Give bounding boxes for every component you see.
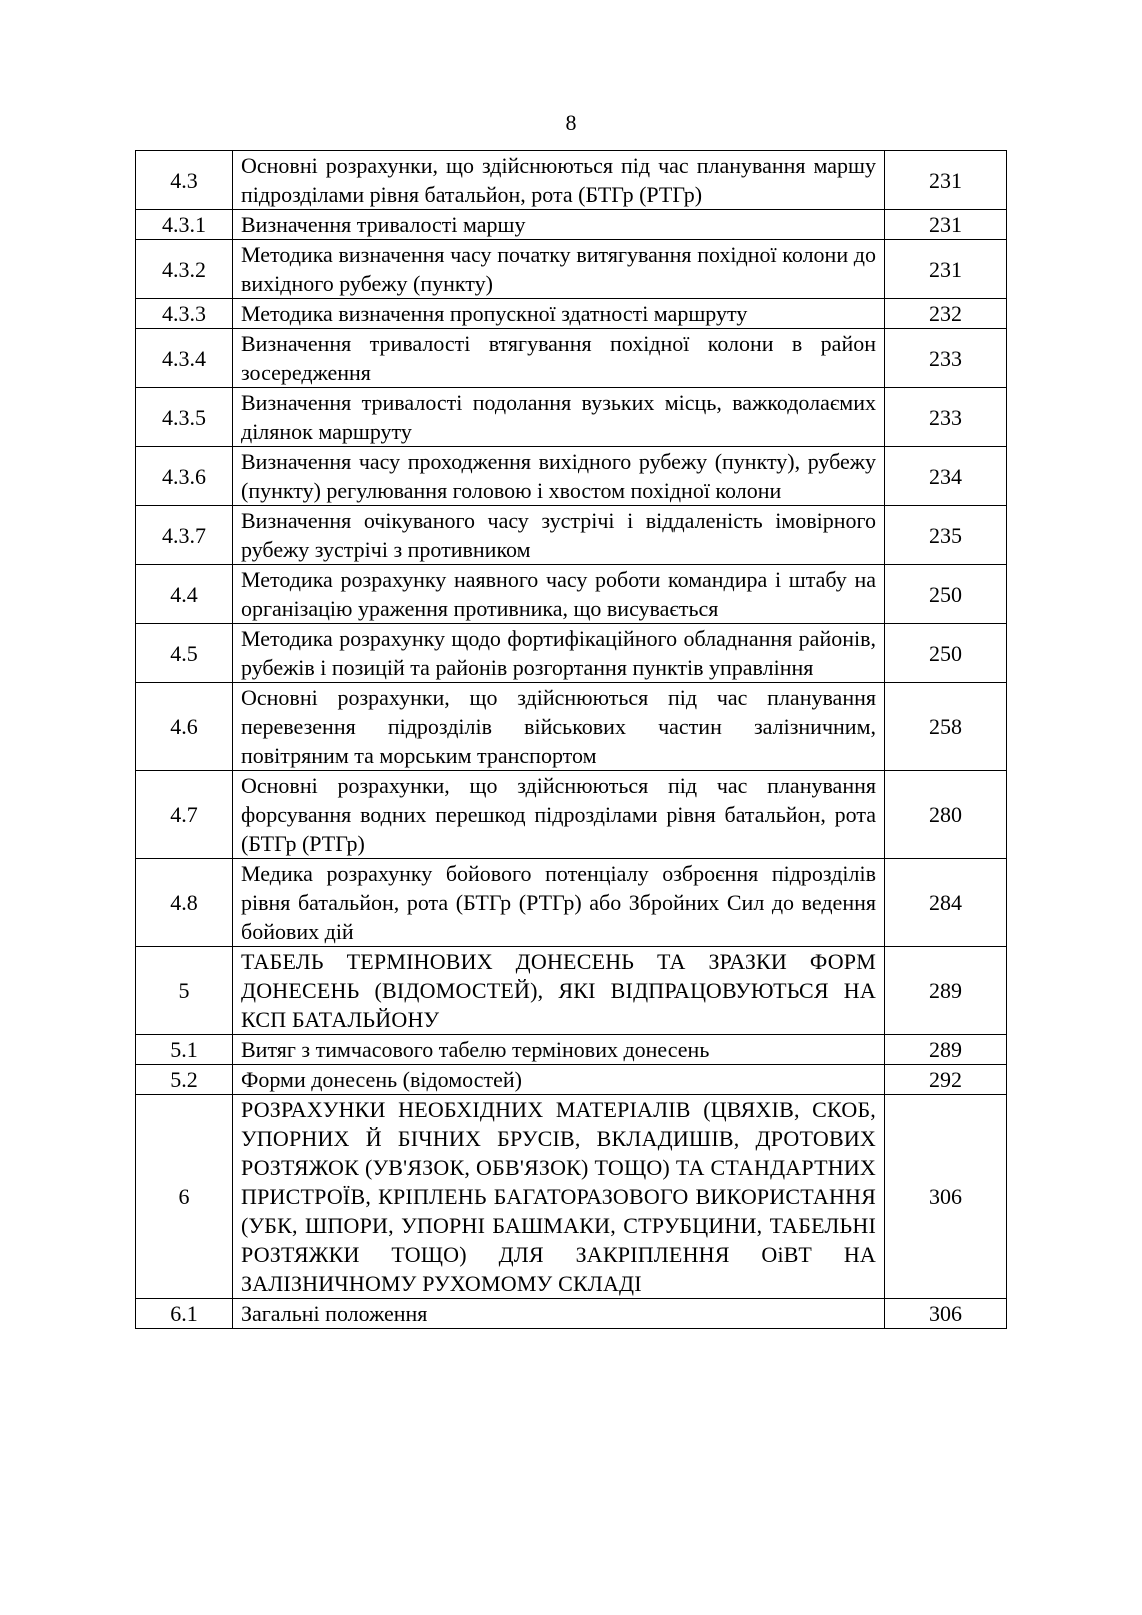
section-title: Визначення очікуваного часу зустрічі і віддаленість імовірного рубежу зустрічі з противником xyxy=(233,506,885,565)
section-number: 6.1 xyxy=(136,1299,233,1329)
section-number: 6 xyxy=(136,1095,233,1299)
section-number: 4.3.2 xyxy=(136,240,233,299)
table-row xyxy=(136,947,1007,1035)
section-title: РОЗРАХУНКИ НЕОБХІДНИХ МАТЕРІАЛІВ (ЦВЯХІВ, СКОБ, УПОРНИХ Й БІЧНИХ БРУСІВ, ВКЛАДИШІВ, ДРОТОВИХ РОЗТЯЖОК (УВ'ЯЗОК, ОБВ'ЯЗОК) ТОЩО) ТА СТАНДАРТНИХ ПРИСТРОЇВ, КРІПЛЕНЬ БАГАТОРАЗОВОГО ВИКОРИСТАННЯ (УБК, ШПОРИ, УПОРНІ БАШМАКИ, СТРУБЦИНИ, ТАБЕЛЬНІ РОЗТЯЖКИ ТОЩО) ДЛЯ ЗАКРІПЛЕННЯ ОіВТ НА ЗАЛІЗНИЧНОМУ РУХОМОМУ СКЛАДІ xyxy=(233,1095,885,1299)
section-number: 4.5 xyxy=(136,624,233,683)
section-number: 4.3.4 xyxy=(136,329,233,388)
section-number: 4.6 xyxy=(136,683,233,771)
section-number: 4.3.5 xyxy=(136,388,233,447)
section-number: 4.8 xyxy=(136,859,233,947)
section-number: 5.1 xyxy=(136,1035,233,1065)
section-number: 4.3.3 xyxy=(136,299,233,329)
table-row xyxy=(136,210,1007,240)
section-page: 233 xyxy=(885,329,1007,388)
section-page: 233 xyxy=(885,388,1007,447)
section-number: 4.3 xyxy=(136,151,233,210)
section-page: 280 xyxy=(885,771,1007,859)
section-title: Визначення тривалості маршу xyxy=(233,210,885,240)
section-number: 4.4 xyxy=(136,565,233,624)
section-page: 292 xyxy=(885,1065,1007,1095)
section-page: 306 xyxy=(885,1095,1007,1299)
table-row xyxy=(136,240,1007,299)
section-title: Визначення тривалості подолання вузьких місць, важкодолаємих ділянок маршруту xyxy=(233,388,885,447)
section-page: 234 xyxy=(885,447,1007,506)
section-page: 231 xyxy=(885,210,1007,240)
section-number: 4.3.7 xyxy=(136,506,233,565)
table-row xyxy=(136,771,1007,859)
section-title: Форми донесень (відомостей) xyxy=(233,1065,885,1095)
section-page: 231 xyxy=(885,151,1007,210)
section-title: Методика визначення пропускної здатності маршруту xyxy=(233,299,885,329)
table-row xyxy=(136,565,1007,624)
section-title: Витяг з тимчасового табелю термінових донесень xyxy=(233,1035,885,1065)
table-row xyxy=(136,624,1007,683)
section-title: Методика визначення часу початку витягування похідної колони до вихідного рубежу (пункту) xyxy=(233,240,885,299)
section-number: 5.2 xyxy=(136,1065,233,1095)
section-title: Методика розрахунку наявного часу роботи командира і штабу на організацію ураження противника, що висувається xyxy=(233,565,885,624)
table-row xyxy=(136,859,1007,947)
table-row xyxy=(136,1065,1007,1095)
section-page: 250 xyxy=(885,624,1007,683)
section-title: Основні розрахунки, що здійснюються під час планування перевезення підрозділів військових частин залізничним, повітряним та морським транспортом xyxy=(233,683,885,771)
section-page: 235 xyxy=(885,506,1007,565)
page-number: 8 xyxy=(565,110,577,135)
section-number: 4.3.6 xyxy=(136,447,233,506)
table-row xyxy=(136,1095,1007,1299)
section-number: 4.3.1 xyxy=(136,210,233,240)
section-page: 289 xyxy=(885,947,1007,1035)
section-title: Основні розрахунки, що здійснюються під час планування форсування водних перешкод підрозділами рівня батальйон, рота (БТГр (РТГр) xyxy=(233,771,885,859)
table-row xyxy=(136,447,1007,506)
section-title: ТАБЕЛЬ ТЕРМІНОВИХ ДОНЕСЕНЬ ТА ЗРАЗКИ ФОРМ ДОНЕСЕНЬ (ВІДОМОСТЕЙ), ЯКІ ВІДПРАЦОВУЮТЬСЯ НА КСП БАТАЛЬЙОНУ xyxy=(233,947,885,1035)
section-page: 306 xyxy=(885,1299,1007,1329)
section-title: Визначення часу проходження вихідного рубежу (пункту), рубежу (пункту) регулювання головою і хвостом похідної колони xyxy=(233,447,885,506)
section-page: 284 xyxy=(885,859,1007,947)
table-of-contents xyxy=(135,150,1007,1329)
section-title: Методика розрахунку щодо фортифікаційного обладнання районів, рубежів і позицій та районів розгортання пунктів управління xyxy=(233,624,885,683)
section-number: 5 xyxy=(136,947,233,1035)
table-row xyxy=(136,683,1007,771)
section-page: 250 xyxy=(885,565,1007,624)
section-number: 4.7 xyxy=(136,771,233,859)
table-row xyxy=(136,1035,1007,1065)
section-page: 258 xyxy=(885,683,1007,771)
table-row xyxy=(136,388,1007,447)
section-page: 232 xyxy=(885,299,1007,329)
table-row xyxy=(136,151,1007,210)
section-title: Визначення тривалості втягування похідної колони в район зосередження xyxy=(233,329,885,388)
section-title: Основні розрахунки, що здійснюються під час планування маршу підрозділами рівня батальйон, рота (БТГр (РТГр) xyxy=(233,151,885,210)
section-title: Загальні положення xyxy=(233,1299,885,1329)
section-title: Медика розрахунку бойового потенціалу озброєння підрозділів рівня батальйон, рота (БТГр (РТГр) або Збройних Сил до ведення бойових дій xyxy=(233,859,885,947)
table-row xyxy=(136,329,1007,388)
section-page: 231 xyxy=(885,240,1007,299)
section-page: 289 xyxy=(885,1035,1007,1065)
table-row xyxy=(136,1299,1007,1329)
table-row xyxy=(136,299,1007,329)
table-row xyxy=(136,506,1007,565)
